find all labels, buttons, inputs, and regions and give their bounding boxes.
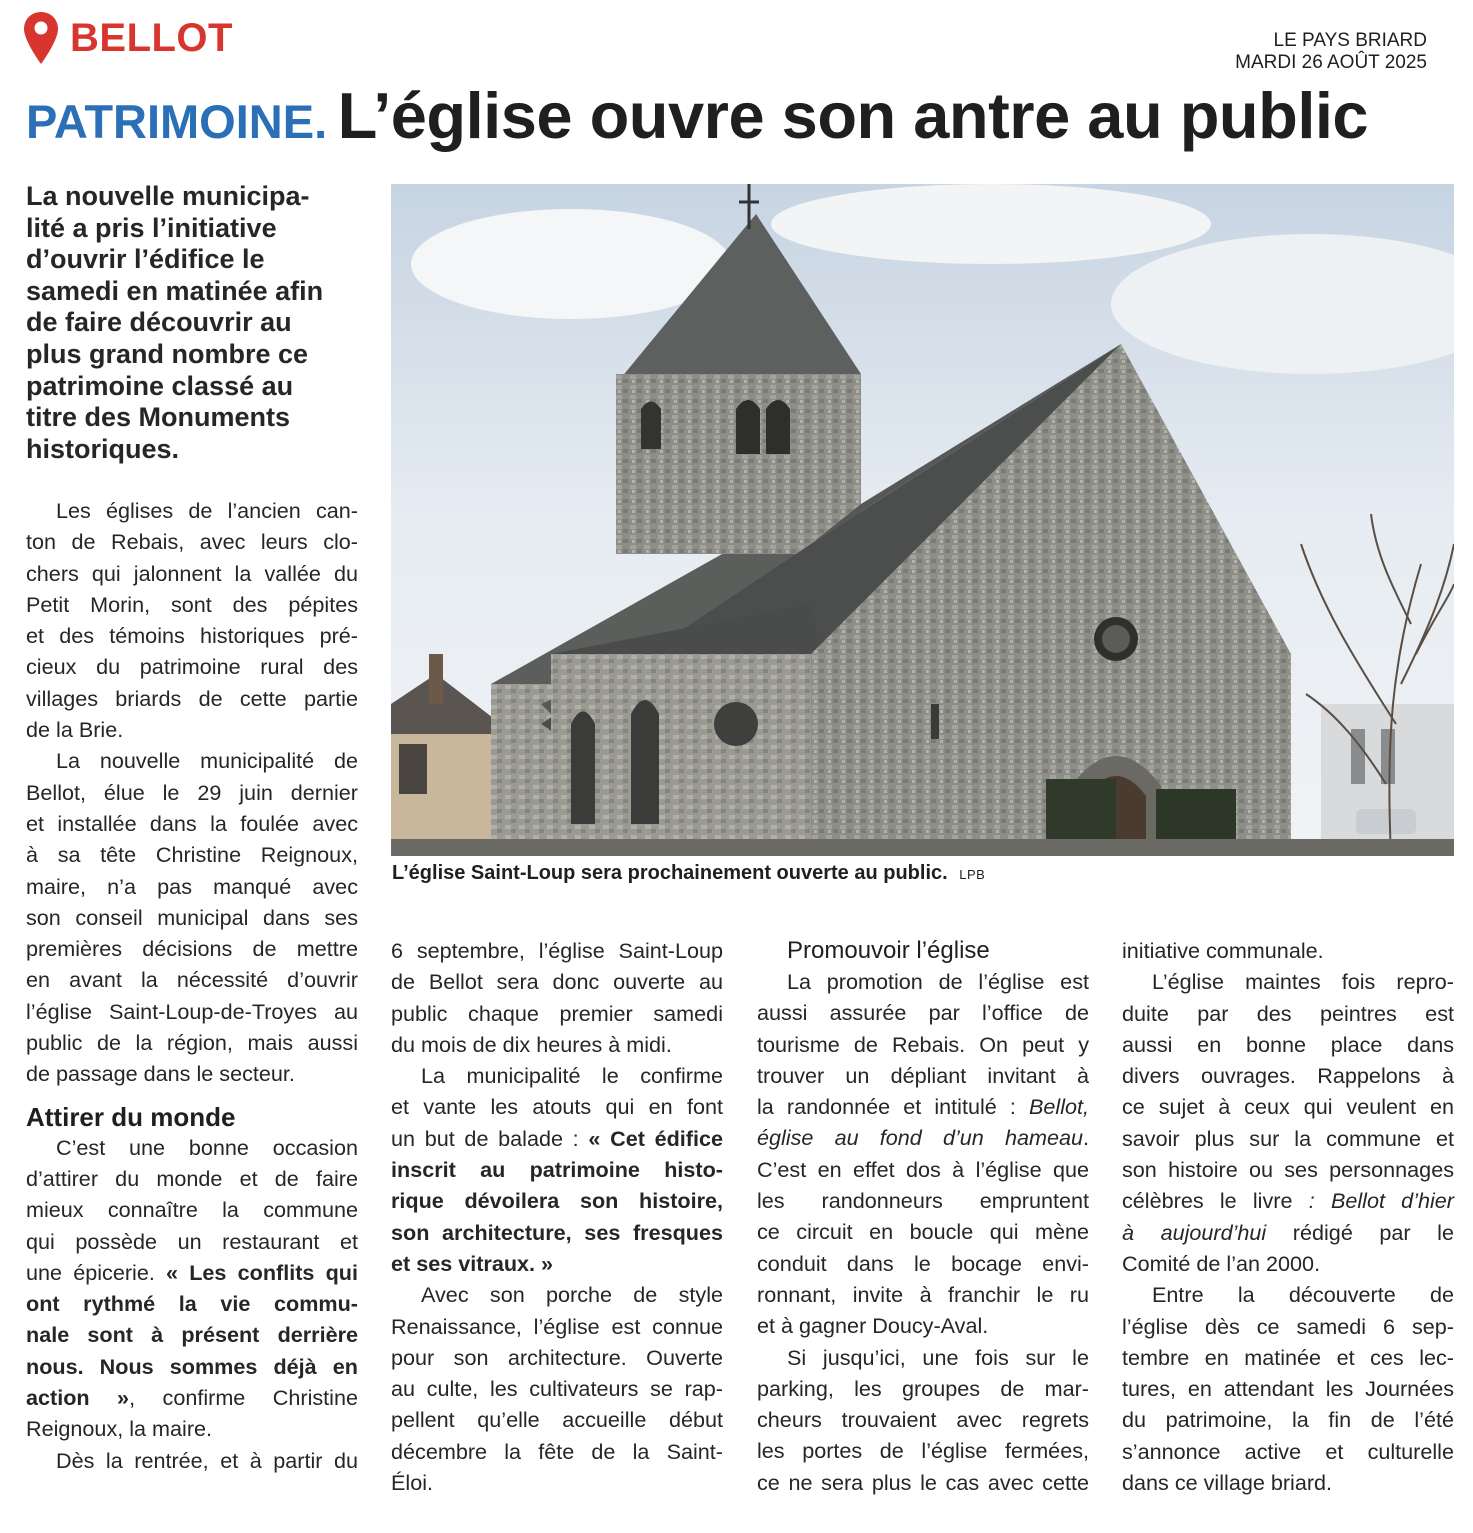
text-line: [26, 1257, 358, 1288]
text-line: [757, 1122, 1089, 1153]
text-line: en avant la nécessité d’ouvrir: [26, 967, 358, 993]
article-column-4: [1122, 935, 1454, 1498]
title-span: église au fond d’un hameau: [757, 1125, 1083, 1151]
text-line: duite par des peintres est: [1122, 1000, 1454, 1026]
text-line: Comité de l’an 2000.: [1122, 1250, 1321, 1276]
text-line: décembre la fête de la Saint-: [391, 1438, 723, 1464]
text-line: public de la région, mais aussi: [26, 1030, 358, 1056]
lead-line: samedi en matinée afin: [26, 275, 324, 306]
text-line: chers qui jalonnent la vallée du: [26, 560, 358, 586]
quote-span: « Cet édifice: [588, 1125, 723, 1151]
quote-span: « Les conflits qui: [166, 1259, 358, 1285]
lead-line: lité a pris l’initiative: [26, 212, 277, 243]
text-line: [757, 1091, 1089, 1122]
text-line: Reignoux, la maire.: [26, 1416, 213, 1442]
text-line: au culte, les cultivateurs se rap-: [391, 1376, 723, 1402]
text-line: [391, 1123, 723, 1154]
text-line: tourisme de Rebais. On peut y: [757, 1031, 1089, 1057]
text-line: aussi assurée par l’office de: [757, 1000, 1089, 1026]
article-column-1: [26, 495, 358, 1476]
text-line: pour son architecture. Ouverte: [391, 1344, 723, 1370]
text-line: [1122, 1185, 1454, 1216]
text-line: La promotion de l’église est: [787, 969, 1089, 994]
text-line: public chaque premier samedi: [391, 1000, 723, 1026]
text-span: rédigé par le: [1266, 1219, 1454, 1245]
text-line: et installée dans la foulée avec: [26, 810, 358, 836]
text-line: [26, 1382, 358, 1413]
text-line: ce sujet à ceux qui veulent en: [1122, 1094, 1454, 1120]
text-line: aussi en bonne place dans: [1122, 1031, 1454, 1057]
text-line: et vante les atouts qui en font: [391, 1094, 723, 1120]
text-line: Si jusqu’ici, une fois sur le: [787, 1344, 1089, 1370]
text-span: une épicerie.: [26, 1259, 167, 1285]
article-column-3: [757, 935, 1089, 1498]
publication-name: LE PAYS BRIARD: [1273, 30, 1427, 51]
lead-line: La nouvelle municipa-: [26, 181, 310, 211]
text-span: .: [1083, 1125, 1089, 1151]
text-line: Dès la rentrée, et à partir du: [56, 1447, 358, 1473]
lead-line: historiques.: [26, 433, 180, 464]
church-photo: [391, 184, 1454, 856]
text-line: cheurs trouvaient avec regrets: [757, 1407, 1089, 1433]
text-line: ronnant, invite à franchir le ru: [757, 1281, 1089, 1307]
location-name: BELLOT: [70, 15, 233, 60]
subheading: Promouvoir l’église: [787, 937, 990, 964]
text-line: Petit Morin, sont des pépites: [26, 591, 358, 617]
text-line: son histoire ou ses personnages: [1122, 1157, 1454, 1183]
caption-text: L’église Saint-Loup sera prochainement ouverte au public.: [392, 862, 948, 884]
text-line: ton de Rebais, avec leurs clo-: [26, 529, 358, 555]
text-line: les randonneurs empruntent: [757, 1188, 1089, 1214]
lead-paragraph: [26, 181, 366, 465]
text-line: du mois de dix heures à midi.: [391, 1031, 672, 1057]
quote-span: action »: [26, 1385, 130, 1411]
lead-line: d’ouvrir l’édifice le: [26, 244, 265, 275]
text-line: à sa tête Christine Reignoux,: [26, 842, 358, 868]
text-line: savoir plus sur la commune et: [1122, 1125, 1454, 1151]
text-line: cieux du patrimoine rural des: [26, 654, 358, 680]
quote-line: inscrit au patrimoine histo-: [391, 1157, 723, 1183]
text-line: 6 septembre, l’église Saint-Loup: [391, 938, 723, 963]
text-line: et des témoins historiques pré-: [26, 623, 358, 649]
text-line: tembre en matinée et ces lec-: [1122, 1344, 1454, 1370]
location-tag: [22, 10, 233, 66]
location-pin-icon: [22, 10, 60, 66]
text-line: l’église Saint-Loup-de-Troyes au: [26, 998, 358, 1024]
text-line: L’église maintes fois repro-: [1152, 969, 1454, 995]
text-line: parking, les groupes de mar-: [757, 1375, 1089, 1401]
text-span: , confirme Christine: [129, 1385, 358, 1411]
text-line: Renaissance, l’église est connue: [391, 1313, 723, 1339]
headline-title: L’église ouvre son antre au public: [337, 79, 1369, 152]
lead-line: plus grand nombre ce: [26, 338, 309, 369]
text-line: Bellot, élue le 29 juin dernier: [26, 779, 358, 805]
lead-line: de faire découvrir au: [26, 307, 292, 338]
text-span: célèbres le livre: [1122, 1188, 1293, 1214]
text-line: Entre la découverte de: [1152, 1282, 1454, 1308]
photo-credit: LPB: [959, 867, 986, 882]
text-line: du patrimoine, la fin de l’été: [1122, 1407, 1454, 1433]
quote-line: nale sont à présent derrière: [26, 1322, 358, 1348]
text-line: ce circuit en boucle qui mène: [757, 1219, 1089, 1245]
text-line: [1122, 1217, 1454, 1248]
quote-line: nous. Nous sommes déjà en: [26, 1353, 358, 1379]
church-illustration: [391, 184, 1454, 856]
quote-line: ont rythmé la vie commu-: [26, 1291, 358, 1317]
title-span: : Bellot d’hier: [1292, 1188, 1454, 1214]
text-line: Les églises de l’ancien can-: [56, 498, 358, 523]
text-line: trouver un dépliant invitant à: [757, 1062, 1089, 1088]
text-line: Avec son porche de style: [421, 1282, 723, 1308]
text-line: villages briards de cette partie: [26, 685, 358, 711]
title-span: Bellot,: [1028, 1094, 1089, 1120]
headline: [26, 78, 1368, 153]
lead-line: titre des Monuments: [26, 402, 291, 433]
publication-info: [1235, 30, 1427, 74]
text-line: C’est une bonne occasion: [56, 1134, 358, 1160]
subheading: Attirer du monde: [26, 1101, 236, 1132]
text-line: La nouvelle municipalité de: [56, 748, 358, 774]
headline-kicker: PATRIMOINE.: [26, 95, 328, 148]
text-line: mieux connaître la commune: [26, 1197, 358, 1223]
text-line: initiative communale.: [1122, 938, 1324, 963]
text-span: la randonnée et intitulé :: [757, 1094, 1029, 1120]
text-line: maire, n’a pas manqué avec: [26, 873, 358, 899]
text-line: pellent qu’elle accueille début: [391, 1407, 723, 1433]
text-line: conduit dans le bocage envi-: [757, 1250, 1089, 1276]
quote-line: et ses vitraux. »: [391, 1250, 554, 1276]
text-line: et à gagner Doucy-Aval.: [757, 1313, 989, 1339]
text-line: qui possède un restaurant et: [26, 1228, 358, 1254]
lead-line: patrimoine classé au: [26, 370, 294, 401]
text-line: de passage dans le secteur.: [26, 1061, 295, 1087]
text-line: tures, en attendant les Journées: [1122, 1376, 1454, 1402]
text-line: C’est en effet dos à l’église que: [757, 1156, 1089, 1182]
quote-line: son architecture, ses fresques: [391, 1219, 723, 1245]
text-line: les portes de l’église fermées,: [757, 1438, 1089, 1464]
text-line: s’annonce active et culturelle: [1122, 1438, 1454, 1464]
text-line: son conseil municipal dans ses: [26, 904, 358, 930]
text-line: l’église dès ce samedi 6 sep-: [1122, 1313, 1454, 1339]
text-line: divers ouvrages. Rappelons à: [1122, 1063, 1454, 1089]
text-line: de la Brie.: [26, 717, 124, 743]
text-span: un but de balade :: [391, 1125, 589, 1151]
article-column-2: [391, 935, 723, 1498]
title-span: à aujourd’hui: [1122, 1219, 1267, 1245]
text-line: d’attirer du monde et de faire: [26, 1165, 358, 1191]
text-line: premières décisions de mettre: [26, 936, 358, 962]
text-line: Éloi.: [391, 1470, 434, 1496]
photo-caption: [392, 862, 985, 885]
text-line: ce ne sera plus le cas avec cette: [757, 1469, 1089, 1495]
text-line: de Bellot sera donc ouverte au: [391, 969, 723, 995]
quote-line: rique dévoilera son histoire,: [391, 1188, 723, 1214]
text-line: dans ce village briard.: [1122, 1470, 1333, 1496]
publication-date: MARDI 26 AOÛT 2025: [1235, 52, 1427, 73]
text-line: La municipalité le confirme: [421, 1063, 723, 1089]
